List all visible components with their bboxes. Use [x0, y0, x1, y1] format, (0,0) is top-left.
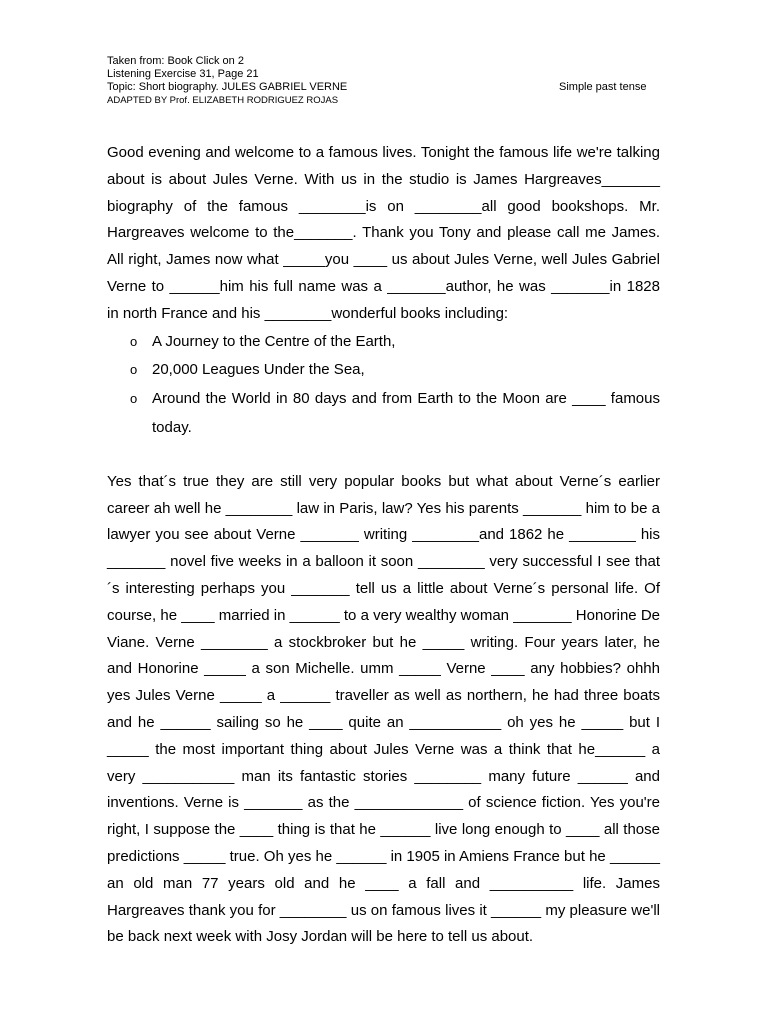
list-item	[107, 385, 660, 443]
list-item	[107, 328, 660, 357]
document-body	[107, 140, 660, 951]
adapted-by-line: ADAPTED BY Prof. ELIZABETH RODRIGUEZ ROJAS	[107, 95, 339, 106]
paragraph-career: Yes that´s true they are still very popular books but what about Verne´s earlier career ah well he ________ law in Paris, law? Yes his parents _______ him to be a lawyer you see about Verne _______ writing ________and 1862 he ________ his _______ novel five weeks in a balloon it soon ________ very successful I see that´s interesting perhaps you _______ tell us a little about Verne´s personal life. Of course, he ____ married in ______ to a very wealthy woman _______ Honorine De Viane. Verne ________ a stockbroker but he _____ writing. Four years later, he and Honorine _____ a son Michelle. umm _____ Verne ____ any hobbies? ohhh yes Jules Verne _____ a ______ traveller as well as northern, he had three boats and he ______ sailing so he ____ quite an ___________ oh yes he _____ but I _____ the most important thing about Jules Verne was a think that he______ a very ___________ man its fantastic stories ________ many future ______ and inventions. Verne is _______ as the _____________ of science fiction. Yes you're right, I suppose the ____ thing is that he ______ live long enough to ____ all those predictions _____ true. Oh yes he ______ in 1905 in Amiens France but he ______ an old man 77 years old and he ____ a fall and __________ life. James Hargreaves thank you for ________ us on famous lives it ______ my pleasure we'll be back next week with Josy Jordan will be here to tell us about.	[107, 472, 660, 946]
topic-row	[107, 81, 667, 94]
list-item-text: Around the World in 80 days and from Earth to the Moon are ____ famous today.	[152, 390, 660, 436]
bullet-icon: o	[130, 333, 138, 349]
list-item-text: A Journey to the Centre of the Earth,	[152, 332, 396, 350]
tense-label: Simple past tense	[559, 81, 647, 93]
book-list	[107, 328, 660, 443]
document-header	[107, 55, 667, 107]
paragraph-intro: Good evening and welcome to a famous lives. Tonight the famous life we're talking about is about Jules Verne. With us in the studio is James Hargreaves_______ biography of the famous ________is on ________all good bookshops. Mr. Hargreaves welcome to the_______. Thank you Tony and please call me James. All right, James now what _____you ____ us about Jules Verne, well Jules Gabriel Verne to ______him his full name was a _______author, he was _______in 1828 in north France and his ________wonderful books including:	[107, 144, 660, 322]
bullet-icon: o	[130, 391, 138, 407]
bullet-icon: o	[130, 362, 138, 378]
topic-line: Topic: Short biography. JULES GABRIEL VERNE	[107, 81, 348, 93]
list-item	[107, 356, 660, 385]
exercise-line: Listening Exercise 31, Page 21	[107, 68, 259, 80]
source-line: Taken from: Book Click on 2	[107, 55, 244, 67]
list-item-text: 20,000 Leagues Under the Sea,	[152, 361, 365, 379]
